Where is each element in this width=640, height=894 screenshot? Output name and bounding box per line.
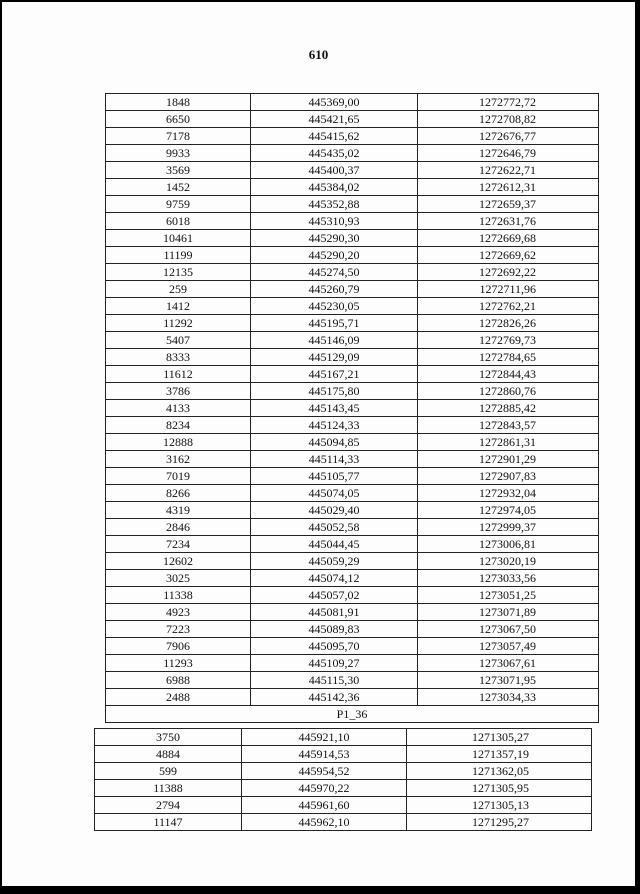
y-coordinate-cell: 1272974,05 [418,502,599,519]
table-row [106,179,599,196]
y-coordinate-cell: 1273033,56 [418,570,599,587]
y-coordinate-cell: 1272885,42 [418,400,599,417]
y-coordinate-cell: 1273071,95 [418,672,599,689]
section-row [106,706,599,723]
table-row [106,111,599,128]
point-id-cell: 3786 [106,383,251,400]
coordinates-table-upper-body [106,94,599,706]
y-coordinate-cell: 1273051,25 [418,587,599,604]
x-coordinate-cell: 445962,10 [242,814,407,831]
point-id-cell: 8266 [106,485,251,502]
table-row [106,400,599,417]
y-coordinate-cell: 1273067,61 [418,655,599,672]
table-row [106,485,599,502]
table-row [95,814,592,831]
table-row [106,570,599,587]
x-coordinate-cell: 445274,50 [251,264,418,281]
table-row [106,536,599,553]
y-coordinate-cell: 1272907,83 [418,468,599,485]
table-row [106,128,599,145]
x-coordinate-cell: 445115,30 [251,672,418,689]
x-coordinate-cell: 445961,60 [242,797,407,814]
table-row [106,638,599,655]
point-id-cell: 7223 [106,621,251,638]
x-coordinate-cell: 445124,33 [251,417,418,434]
x-coordinate-cell: 445094,85 [251,434,418,451]
point-id-cell: 2794 [95,797,242,814]
point-id-cell: 4884 [95,746,242,763]
table-row [106,451,599,468]
table-row [106,196,599,213]
point-id-cell: 5407 [106,332,251,349]
y-coordinate-cell: 1272708,82 [418,111,599,128]
point-id-cell: 12888 [106,434,251,451]
point-id-cell: 7019 [106,468,251,485]
x-coordinate-cell: 445059,29 [251,553,418,570]
y-coordinate-cell: 1271305,95 [407,780,592,797]
table-row [106,587,599,604]
point-id-cell: 6018 [106,213,251,230]
table-row [106,621,599,638]
coordinates-table-lower [94,728,592,831]
point-id-cell: 7178 [106,128,251,145]
x-coordinate-cell: 445089,83 [251,621,418,638]
x-coordinate-cell: 445175,80 [251,383,418,400]
y-coordinate-cell: 1272676,77 [418,128,599,145]
y-coordinate-cell: 1272844,43 [418,366,599,383]
table-row [95,797,592,814]
y-coordinate-cell: 1272646,79 [418,145,599,162]
point-id-cell: 599 [95,763,242,780]
x-coordinate-cell: 445052,58 [251,519,418,536]
table-row [106,315,599,332]
coordinates-table-upper [105,93,599,723]
x-coordinate-cell: 445074,12 [251,570,418,587]
table-row [106,519,599,536]
y-coordinate-cell: 1272999,37 [418,519,599,536]
point-id-cell: 12135 [106,264,251,281]
y-coordinate-cell: 1272631,76 [418,213,599,230]
point-id-cell: 4133 [106,400,251,417]
y-coordinate-cell: 1272762,21 [418,298,599,315]
x-coordinate-cell: 445415,62 [251,128,418,145]
x-coordinate-cell: 445129,09 [251,349,418,366]
point-id-cell: 1412 [106,298,251,315]
point-id-cell: 259 [106,281,251,298]
y-coordinate-cell: 1273067,50 [418,621,599,638]
point-id-cell: 11147 [95,814,242,831]
x-coordinate-cell: 445310,93 [251,213,418,230]
table-row [106,689,599,706]
y-coordinate-cell: 1272784,65 [418,349,599,366]
y-coordinate-cell: 1272932,04 [418,485,599,502]
point-id-cell: 11292 [106,315,251,332]
point-id-cell: 6650 [106,111,251,128]
point-id-cell: 1848 [106,94,251,111]
x-coordinate-cell: 445260,79 [251,281,418,298]
point-id-cell: 2846 [106,519,251,536]
point-id-cell: 3569 [106,162,251,179]
x-coordinate-cell: 445109,27 [251,655,418,672]
y-coordinate-cell: 1271305,13 [407,797,592,814]
document-page [2,2,635,886]
x-coordinate-cell: 445921,10 [242,729,407,746]
table-row [95,729,592,746]
point-id-cell: 3750 [95,729,242,746]
y-coordinate-cell: 1272669,62 [418,247,599,264]
table-row [106,468,599,485]
table-row [106,247,599,264]
table-row [106,417,599,434]
table-row [106,281,599,298]
y-coordinate-cell: 1272622,71 [418,162,599,179]
x-coordinate-cell: 445369,00 [251,94,418,111]
table-row [106,230,599,247]
x-coordinate-cell: 445914,53 [242,746,407,763]
y-coordinate-cell: 1273057,49 [418,638,599,655]
x-coordinate-cell: 445142,36 [251,689,418,706]
x-coordinate-cell: 445230,05 [251,298,418,315]
y-coordinate-cell: 1272669,68 [418,230,599,247]
point-id-cell: 9933 [106,145,251,162]
table-row [106,162,599,179]
x-coordinate-cell: 445143,45 [251,400,418,417]
point-id-cell: 11199 [106,247,251,264]
x-coordinate-cell: 445352,88 [251,196,418,213]
x-coordinate-cell: 445290,20 [251,247,418,264]
table-row [106,145,599,162]
point-id-cell: 4923 [106,604,251,621]
table-row [106,434,599,451]
x-coordinate-cell: 445074,05 [251,485,418,502]
x-coordinate-cell: 445195,71 [251,315,418,332]
table-row [106,672,599,689]
x-coordinate-cell: 445029,40 [251,502,418,519]
point-id-cell: 3162 [106,451,251,468]
table-row [106,655,599,672]
point-id-cell: 11612 [106,366,251,383]
x-coordinate-cell: 445105,77 [251,468,418,485]
x-coordinate-cell: 445400,37 [251,162,418,179]
table-row [106,349,599,366]
y-coordinate-cell: 1272860,76 [418,383,599,400]
point-id-cell: 6988 [106,672,251,689]
x-coordinate-cell: 445421,65 [251,111,418,128]
x-coordinate-cell: 445114,33 [251,451,418,468]
y-coordinate-cell: 1273071,89 [418,604,599,621]
x-coordinate-cell: 445290,30 [251,230,418,247]
table-row [106,298,599,315]
y-coordinate-cell: 1271362,05 [407,763,592,780]
y-coordinate-cell: 1271295,27 [407,814,592,831]
y-coordinate-cell: 1272659,37 [418,196,599,213]
section-label: P1_36 [106,706,599,723]
point-id-cell: 11338 [106,587,251,604]
page-number: 610 [308,47,329,62]
point-id-cell: 12602 [106,553,251,570]
y-coordinate-cell: 1272826,26 [418,315,599,332]
x-coordinate-cell: 445954,52 [242,763,407,780]
y-coordinate-cell: 1273034,33 [418,689,599,706]
point-id-cell: 11388 [95,780,242,797]
point-id-cell: 7234 [106,536,251,553]
y-coordinate-cell: 1273020,19 [418,553,599,570]
point-id-cell: 7906 [106,638,251,655]
x-coordinate-cell: 445095,70 [251,638,418,655]
table-row [95,780,592,797]
table-row [106,94,599,111]
point-id-cell: 2488 [106,689,251,706]
point-id-cell: 9759 [106,196,251,213]
table-row [95,746,592,763]
point-id-cell: 3025 [106,570,251,587]
x-coordinate-cell: 445081,91 [251,604,418,621]
y-coordinate-cell: 1271305,27 [407,729,592,746]
table-row [106,264,599,281]
point-id-cell: 4319 [106,502,251,519]
x-coordinate-cell: 445057,02 [251,587,418,604]
x-coordinate-cell: 445384,02 [251,179,418,196]
y-coordinate-cell: 1272772,72 [418,94,599,111]
table-row [106,213,599,230]
point-id-cell: 8234 [106,417,251,434]
x-coordinate-cell: 445167,21 [251,366,418,383]
point-id-cell: 8333 [106,349,251,366]
y-coordinate-cell: 1272861,31 [418,434,599,451]
y-coordinate-cell: 1271357,19 [407,746,592,763]
point-id-cell: 1452 [106,179,251,196]
x-coordinate-cell: 445146,09 [251,332,418,349]
table-row [106,332,599,349]
table-row [106,383,599,400]
table-row [106,502,599,519]
y-coordinate-cell: 1272843,57 [418,417,599,434]
y-coordinate-cell: 1272711,96 [418,281,599,298]
y-coordinate-cell: 1272692,22 [418,264,599,281]
y-coordinate-cell: 1272612,31 [418,179,599,196]
coordinates-table-lower-body [95,729,592,831]
table-row [106,366,599,383]
y-coordinate-cell: 1272901,29 [418,451,599,468]
table-row [106,553,599,570]
point-id-cell: 10461 [106,230,251,247]
table-row [106,604,599,621]
x-coordinate-cell: 445435,02 [251,145,418,162]
y-coordinate-cell: 1272769,73 [418,332,599,349]
x-coordinate-cell: 445044,45 [251,536,418,553]
point-id-cell: 11293 [106,655,251,672]
table-row [95,763,592,780]
x-coordinate-cell: 445970,22 [242,780,407,797]
y-coordinate-cell: 1273006,81 [418,536,599,553]
